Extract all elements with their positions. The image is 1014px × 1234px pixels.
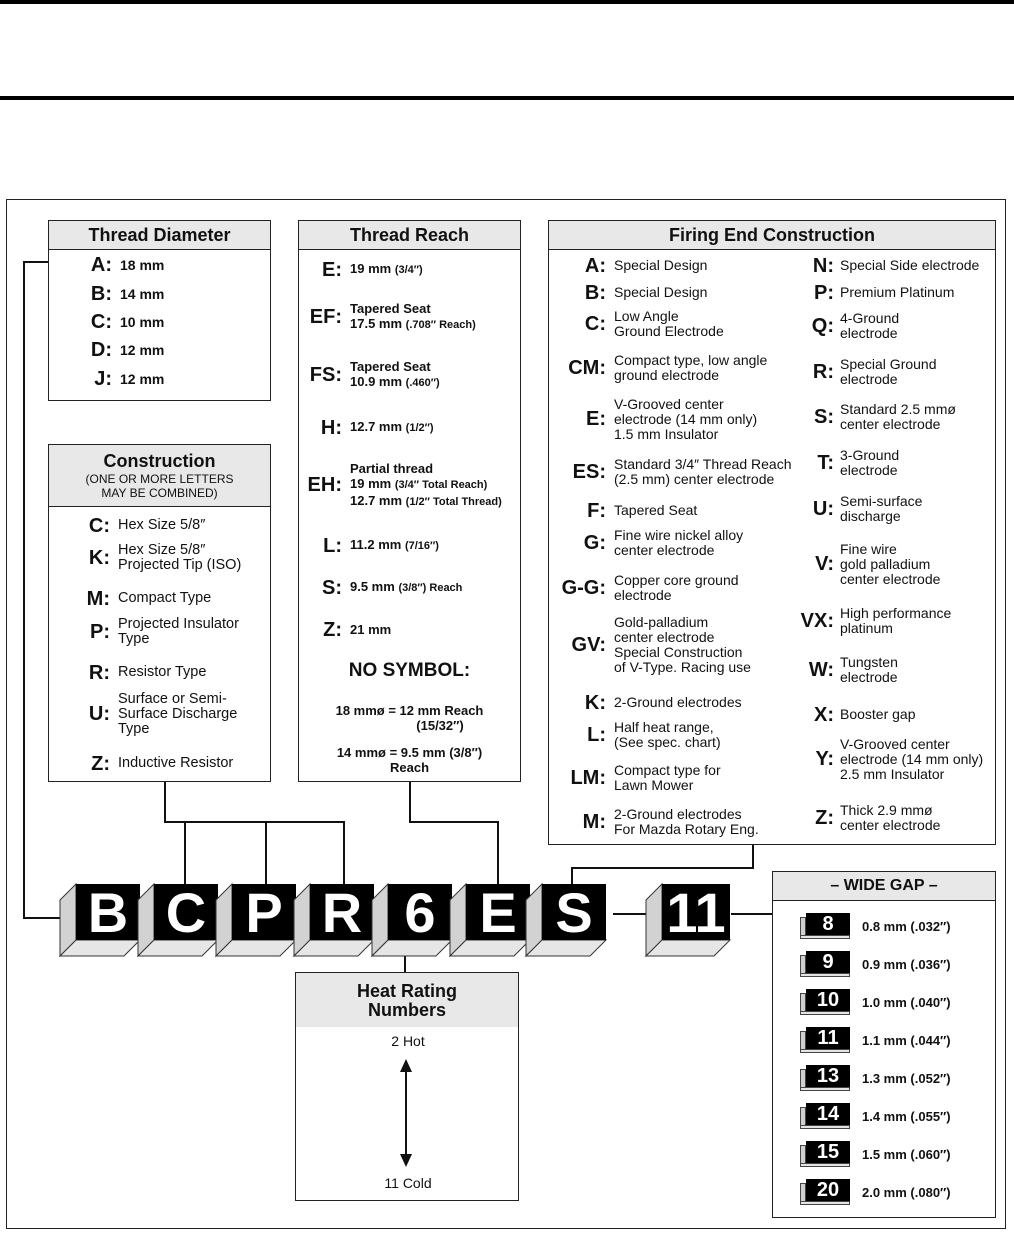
firing-end-desc-line: Copper core ground: [614, 572, 739, 588]
firing-end-desc-line: Standard 2.5 mmø: [840, 401, 956, 417]
thread-reach-code: Z:: [323, 618, 342, 641]
firing-end-desc-line: Fine wire: [840, 540, 897, 557]
thread-diameter-title: Thread Diameter: [49, 221, 270, 250]
part-number-key-letter: 6: [404, 881, 436, 944]
firing-end-desc-line: 3-Ground: [840, 447, 900, 463]
thread-diameter-code: B:: [90, 283, 112, 305]
firing-end-desc-line: Thick 2.9 mmø: [840, 802, 933, 818]
firing-end-desc-line: Half heat range,: [614, 719, 714, 735]
firing-end-desc-line: 2.5 mm Insulator: [840, 765, 945, 782]
firing-end-code: K:: [584, 691, 606, 714]
part-number-key-letter: B: [87, 881, 129, 944]
firing-end-code: N:: [812, 254, 834, 277]
firing-end-code: GV:: [571, 634, 606, 656]
firing-end-desc-line: of V-Type. Racing use: [614, 659, 751, 675]
firing-end-desc-line: Booster gap: [840, 706, 916, 722]
thread-reach-code: EH:: [307, 474, 342, 496]
wide-gap-desc: 1.5 mm (.060″): [862, 1146, 951, 1162]
wide-gap-code-key: [800, 951, 850, 977]
thread-reach-note: (1/2″): [405, 422, 434, 434]
wide-gap-code: 14: [806, 1103, 850, 1125]
thread-reach-note: (1/2″ Total Thread): [405, 495, 502, 508]
firing-end-desc-line: discharge: [840, 508, 901, 524]
firing-end-desc-line: center electrode: [614, 542, 715, 558]
wide-gap-key-bottom: [800, 1201, 850, 1205]
wide-gap-key-bottom: [800, 1011, 850, 1015]
wide-gap-code-key: [800, 1103, 850, 1129]
firing-end-desc-line: electrode: [840, 669, 898, 685]
wide-gap-desc: 1.1 mm (.044″): [862, 1032, 951, 1048]
thread-reach-value: 10.9 mm: [350, 374, 403, 389]
firing-end-desc-line: electrode (14 mm only): [840, 750, 984, 767]
construction-code: R:: [88, 661, 110, 684]
construction-desc-line: Resistor Type: [118, 664, 207, 680]
firing-end-title: Firing End Construction: [549, 221, 995, 250]
firing-end-desc-line: Special Ground: [840, 356, 937, 372]
firing-end-desc-line: (2.5 mm) center electrode: [614, 471, 775, 487]
thread-reach-note: (3/4″): [394, 264, 423, 276]
firing-end-code: C:: [584, 313, 606, 335]
firing-end-code: LM:: [570, 767, 606, 789]
wide-gap-code: 15: [806, 1141, 850, 1163]
firing-end-desc-line: Special Construction: [614, 644, 743, 660]
firing-end-code: CM:: [568, 357, 606, 379]
construction-subtitle-2: MAY BE COMBINED): [101, 486, 218, 500]
construction-title: Construction: [103, 451, 216, 471]
no-symbol-18mm-inch: (15/32″): [416, 718, 464, 733]
heat-rating-title-1: Heat Rating: [356, 981, 457, 1001]
firing-end-code: T:: [817, 452, 834, 474]
wide-gap-key-bottom: [800, 1049, 850, 1053]
thread-reach-note: (3/8″) Reach: [398, 582, 463, 594]
firing-end-desc-line: 2-Ground electrodes: [614, 694, 742, 710]
firing-end-code: Z:: [815, 807, 834, 829]
firing-end-desc-line: center electrode: [840, 416, 941, 432]
part-number-key-letter: R: [321, 881, 363, 944]
wide-gap-row: [800, 1141, 951, 1167]
firing-end-desc-line: Lawn Mower: [614, 777, 694, 793]
thread-reach-value: 12.7 mm: [350, 419, 403, 434]
construction-desc-line: Inductive Resistor: [118, 755, 234, 771]
thread-diameter-code: D:: [90, 339, 112, 361]
wide-gap-desc: 1.0 mm (.040″): [862, 994, 951, 1010]
thread-reach-value: Tapered Seat: [350, 359, 431, 374]
thread-reach-value: Tapered Seat: [350, 301, 431, 316]
firing-end-desc-line: Special Design: [614, 284, 708, 300]
firing-end-desc-line: For Mazda Rotary Eng.: [614, 821, 759, 837]
firing-end-desc-line: Tungsten: [840, 654, 898, 670]
wide-gap-code: 20: [806, 1179, 850, 1201]
wide-gap-row: [800, 1179, 951, 1205]
firing-end-code: G:: [583, 532, 606, 554]
firing-end-desc-line: High performance: [840, 605, 952, 621]
thread-reach-value: 17.5 mm: [350, 316, 403, 331]
construction-desc-line: Type: [118, 720, 150, 737]
firing-end-desc-line: Special Side electrode: [840, 257, 980, 273]
wide-gap-code-key: [800, 1179, 850, 1205]
construction-code: Z:: [91, 752, 110, 775]
thread-reach-note: (3/4″ Total Reach): [394, 478, 488, 491]
heat-range-arrow: [296, 973, 520, 1202]
part-number-key-letter: S: [555, 881, 593, 944]
construction-desc-line: Hex Size 5/8″: [118, 542, 206, 558]
wide-gap-code-key: [800, 1065, 850, 1091]
thread-reach-value: 12.7 mm: [350, 492, 403, 508]
wide-gap-desc: 2.0 mm (.080″): [862, 1184, 951, 1200]
firing-end-desc-line: center electrode: [840, 570, 941, 587]
thread-diameter-desc: 12 mm: [120, 370, 165, 387]
thread-diameter-desc: 10 mm: [120, 313, 165, 330]
no-symbol-14mm: 14 mmø = 9.5 mm (3/8″): [336, 745, 483, 760]
firing-end-desc-line: Tapered Seat: [614, 502, 698, 518]
firing-end-desc-line: V-Grooved center: [614, 395, 724, 412]
firing-end-desc-line: center electrode: [840, 817, 941, 833]
firing-end-desc-line: (See spec. chart): [614, 734, 721, 750]
firing-end-desc-line: V-Grooved center: [840, 735, 950, 752]
wide-gap-key-bottom: [800, 1087, 850, 1091]
construction-desc-line: Compact Type: [118, 590, 212, 606]
wide-gap-desc: 1.4 mm (.055″): [862, 1108, 951, 1124]
wide-gap-desc: 0.8 mm (.032″): [862, 918, 951, 934]
wide-gap-desc: 0.9 mm (.036″): [862, 956, 951, 972]
thread-reach-code: H:: [320, 416, 342, 439]
firing-end-desc-line: Compact type for: [614, 762, 721, 778]
wide-gap-code: 8: [806, 913, 850, 935]
heat-rating-title-2: Numbers: [367, 1000, 447, 1020]
wide-gap-code-key: [800, 989, 850, 1015]
firing-end-code: F:: [587, 499, 606, 522]
wide-gap-key-bottom: [800, 1163, 850, 1167]
construction-code: U:: [88, 703, 110, 725]
construction-subtitle-1: (ONE OR MORE LETTERS: [85, 472, 234, 486]
firing-end-desc-line: Special Design: [614, 257, 708, 273]
firing-end-code: X:: [814, 703, 834, 726]
firing-end-code: Y:: [815, 748, 834, 770]
firing-end-desc-line: Standard 3/4″ Thread Reach: [614, 456, 792, 472]
wide-gap-code: 11: [806, 1027, 850, 1049]
firing-end-desc-line: electrode: [840, 325, 898, 341]
construction-code: C:: [88, 514, 110, 537]
firing-end-code: VX:: [800, 610, 834, 632]
construction-desc-line: Surface Discharge: [118, 705, 238, 722]
thread-diameter-desc: 12 mm: [120, 341, 165, 358]
firing-end-code: W:: [808, 659, 834, 681]
thread-reach-value: 19 mm: [350, 261, 392, 276]
wide-gap-row: [800, 989, 951, 1015]
wide-gap-row: [800, 913, 951, 939]
firing-end-desc-line: Compact type, low angle: [614, 352, 768, 368]
wide-gap-code: 10: [806, 989, 850, 1011]
thread-reach-code: FS:: [309, 364, 342, 386]
firing-end-desc-line: gold palladium: [840, 555, 931, 572]
firing-end-desc-line: Fine wire nickel alloy: [614, 527, 744, 543]
thread-diameter-code: C:: [90, 311, 112, 333]
heat-rating-box: [295, 972, 519, 1201]
construction-desc-line: Projected Insulator: [118, 616, 239, 632]
part-number-key-letter: C: [165, 881, 207, 944]
firing-end-code: S:: [814, 406, 834, 428]
construction-code: M:: [86, 587, 110, 610]
firing-end-desc-line: electrode (14 mm only): [614, 410, 758, 427]
wide-gap-key-letter: 11: [666, 881, 726, 944]
firing-end-code: R:: [812, 361, 834, 383]
wide-gap-title: – WIDE GAP –: [773, 872, 995, 901]
construction-code: P:: [90, 621, 110, 643]
firing-end-code: E:: [586, 408, 606, 430]
firing-end-desc-line: electrode: [614, 587, 672, 603]
firing-end-code: G-G:: [561, 577, 606, 599]
wide-gap-desc: 1.3 mm (.052″): [862, 1070, 951, 1086]
firing-end-desc-line: Premium Platinum: [840, 284, 955, 300]
thread-reach-code: EF:: [309, 306, 342, 328]
part-number-key-letter: P: [245, 881, 283, 944]
wide-gap-key-bottom: [800, 935, 850, 939]
construction-code: K:: [88, 547, 110, 569]
thread-reach-value: 21 mm: [350, 622, 392, 637]
thread-diameter-code: A:: [90, 254, 112, 276]
wide-gap-code-key: [800, 913, 850, 939]
wide-gap-code-key: [800, 1027, 850, 1053]
firing-end-desc-line: electrode: [840, 462, 898, 478]
no-symbol-14mm-reach: Reach: [389, 760, 430, 775]
firing-end-desc-line: Low Angle: [614, 308, 679, 324]
heat-hot-label: 2 Hot: [391, 1033, 425, 1049]
wide-gap-key-bottom: [800, 973, 850, 977]
firing-end-desc-line: 2-Ground electrodes: [614, 806, 742, 822]
wide-gap-row: [800, 1027, 951, 1053]
thread-reach-value: Partial thread: [350, 460, 434, 476]
firing-end-desc-line: Gold-palladium: [614, 614, 709, 630]
thread-reach-code: E:: [322, 258, 342, 281]
thread-reach-code: S:: [322, 576, 342, 599]
firing-end-code: L:: [587, 724, 606, 746]
firing-end-desc-line: center electrode: [614, 629, 715, 645]
firing-end-desc-line: 4-Ground: [840, 310, 900, 326]
firing-end-code: ES:: [572, 461, 606, 483]
firing-end-code: A:: [584, 254, 606, 277]
construction-desc-line: Surface or Semi-: [118, 690, 227, 707]
thread-reach-note: (.708″ Reach): [405, 319, 476, 331]
wide-gap-row: [800, 951, 951, 977]
thread-reach-value: 11.2 mm: [350, 537, 402, 552]
firing-end-desc-line: Ground Electrode: [614, 323, 724, 339]
thread-reach-code: L:: [323, 534, 342, 557]
heat-cold-label: 11 Cold: [384, 1175, 432, 1191]
wide-gap-row: [800, 1103, 951, 1129]
thread-diameter-desc: 18 mm: [120, 256, 165, 273]
no-symbol-heading: NO SYMBOL:: [348, 660, 471, 681]
wide-gap-row: [800, 1065, 951, 1091]
thread-diameter-desc: 14 mm: [120, 285, 165, 302]
wide-gap-key-bottom: [800, 1125, 850, 1129]
no-symbol-18mm: 18 mmø = 12 mm Reach: [335, 703, 484, 718]
thread-reach-value: 9.5 mm: [350, 579, 395, 594]
firing-end-code: V:: [815, 553, 834, 575]
thread-reach-note: (7/16″): [404, 540, 439, 552]
firing-end-desc-line: electrode: [840, 371, 898, 387]
firing-end-desc-line: Semi-surface: [840, 493, 923, 509]
firing-end-desc-line: 1.5 mm Insulator: [614, 425, 719, 442]
firing-end-desc-line: platinum: [840, 620, 893, 636]
thread-reach-value: 19 mm: [350, 475, 392, 491]
firing-end-code: U:: [812, 498, 834, 520]
wide-gap-code: 9: [806, 951, 850, 973]
construction-desc-line: Type: [118, 631, 150, 647]
construction-desc-line: Hex Size 5/8″: [118, 517, 206, 533]
part-number-key-letter: E: [479, 881, 517, 944]
thread-diameter-code: J:: [94, 368, 112, 390]
firing-end-code: P:: [814, 281, 834, 304]
firing-end-code: B:: [584, 281, 606, 304]
wide-gap-code-key: [800, 1141, 850, 1167]
wide-gap-code: 13: [806, 1065, 850, 1087]
firing-end-desc-line: ground electrode: [614, 367, 720, 383]
construction-desc-line: Projected Tip (ISO): [118, 557, 242, 573]
thread-reach-title: Thread Reach: [299, 221, 520, 250]
firing-end-code: M:: [582, 811, 606, 833]
thread-reach-note: (.460″): [405, 377, 440, 389]
firing-end-code: Q:: [811, 315, 834, 337]
